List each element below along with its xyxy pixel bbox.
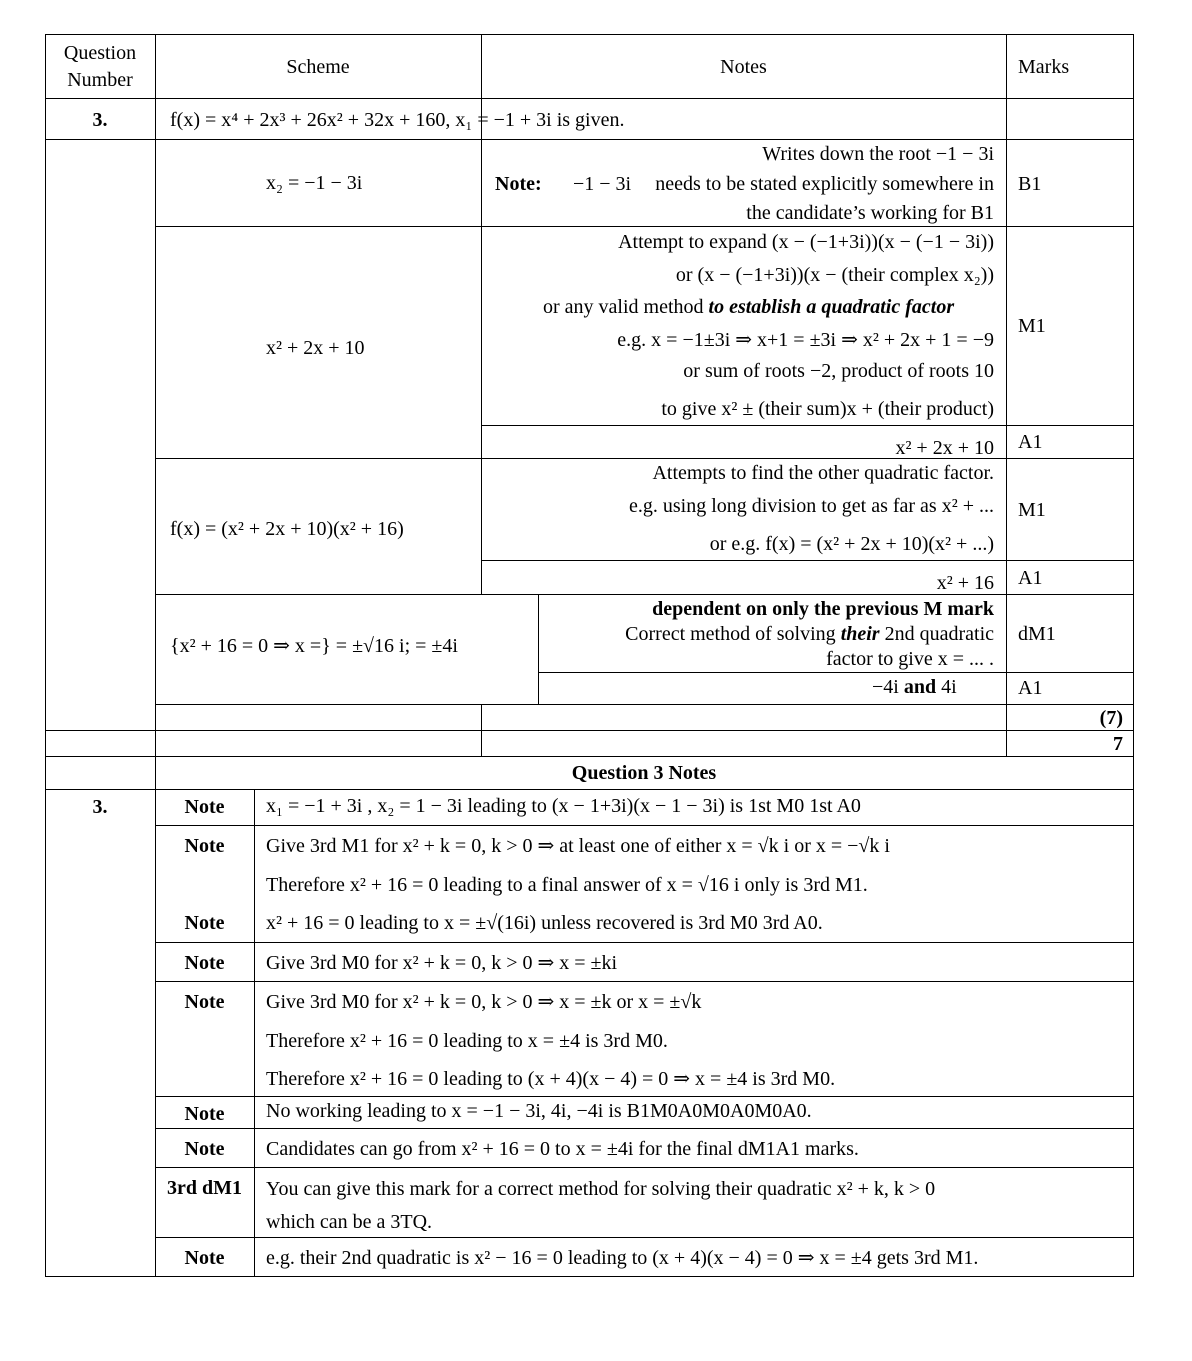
mark-b1: B1 <box>1018 173 1042 195</box>
note-text-2-2: Therefore x² + 16 = 0 leading to a final answer of x = √16 i only is 3rd M1. <box>266 874 868 896</box>
note-m1-line-3a: or any valid method <box>543 296 704 318</box>
scheme-m1: x² + 2x + 10 <box>266 337 365 359</box>
mark-dm1: dM1 <box>1018 623 1056 645</box>
note-dm1-a1-and: and <box>903 676 937 698</box>
scheme-dm1: {x² + 16 = 0 ⇒ x =} = ±√16 i; = ±4i <box>170 635 458 657</box>
note-dm1-line-1: dependent on only the previous M mark <box>652 598 994 620</box>
notes-question-number: 3. <box>92 796 108 818</box>
note-dm1-line-2c: 2nd quadratic <box>884 623 994 645</box>
note-label-5: Note <box>184 991 225 1013</box>
note-text-9-1: e.g. their 2nd quadratic is x² − 16 = 0 leading to (x + 4)(x − 4) = 0 ⇒ x = ±4 gets 3rd M1. <box>266 1247 979 1269</box>
note-text-5-3: Therefore x² + 16 = 0 leading to (x + 4)(x − 4) = 0 ⇒ x = ±4 is 3rd M0. <box>266 1068 836 1090</box>
note-dm1-line-2b: their <box>840 623 880 645</box>
total: 7 <box>1113 733 1123 755</box>
note-m1-line-3 <box>543 294 954 320</box>
note-label-1: Note <box>184 796 225 818</box>
subtotal: (7) <box>1099 707 1123 729</box>
note-m1-line-3b: to establish a quadratic factor <box>708 296 955 318</box>
note-m1-a1: x² + 2x + 10 <box>895 437 994 459</box>
header-marks: Marks <box>1018 56 1070 78</box>
note-text-2-1: Give 3rd M1 for x² + k = 0, k > 0 ⇒ at least one of either x = √k i or x = −√k i <box>266 835 890 857</box>
note-label-7: Note <box>184 1138 225 1160</box>
note-text-6-1: No working leading to x = −1 − 3i, 4i, −4i is B1M0A0M0A0M0A0. <box>266 1100 812 1122</box>
note-text-1-1: x₁ = −1 + 3i , x₂ = 1 − 3i leading to (x − 1+3i)(x − 1 − 3i) is 1st M0 1st A0 <box>266 795 861 817</box>
note-b1-prefix: Note: <box>495 173 542 195</box>
note-m1-line-2: or (x − (−1+3i))(x − (their complex x₂)) <box>675 264 994 286</box>
mark-dm1-a1: A1 <box>1018 677 1043 699</box>
note-b1-line-1: Writes down the root −1 − 3i <box>762 143 994 165</box>
note-b1-line-3: the candidate’s working for B1 <box>746 202 994 224</box>
note-dm1-a1-a: −4i <box>872 676 899 698</box>
note-label-8: 3rd dM1 <box>167 1177 242 1199</box>
mark-m2: M1 <box>1018 499 1046 521</box>
header-notes: Notes <box>720 56 767 78</box>
header-question-number-1: Question <box>63 42 137 64</box>
note-m1-line-5: or sum of roots −2, product of roots 10 <box>683 360 994 382</box>
mark-m2-a1: A1 <box>1018 567 1043 589</box>
note-text-5-2: Therefore x² + 16 = 0 leading to x = ±4 is 3rd M0. <box>266 1030 668 1052</box>
note-m2-line-1: Attempts to find the other quadratic factor. <box>652 462 994 484</box>
note-m1-line-1: Attempt to expand (x − (−1+3i))(x − (−1 − 3i)) <box>618 231 994 253</box>
note-text-7-1: Candidates can go from x² + 16 = 0 to x = ±4i for the final dM1A1 marks. <box>266 1138 859 1160</box>
note-m1-line-6: to give x² ± (their sum)x + (their product) <box>661 398 994 420</box>
note-label-3: Note <box>184 912 225 934</box>
note-m2-line-3: or e.g. f(x) = (x² + 2x + 10)(x² + ...) <box>709 533 994 555</box>
note-b1-line-2: needs to be stated explicitly somewhere in <box>655 173 994 195</box>
note-label-9: Note <box>184 1247 225 1269</box>
note-dm1-a1 <box>872 674 957 700</box>
question-number: 3. <box>92 109 108 131</box>
mark-m1: M1 <box>1018 315 1046 337</box>
note-dm1-a1-b: 4i <box>941 676 957 698</box>
mark-m1-a1: A1 <box>1018 431 1043 453</box>
note-dm1-line-3: factor to give x = ... . <box>826 648 994 670</box>
note-m1-line-4: e.g. x = −1±3i ⇒ x+1 = ±3i ⇒ x² + 2x + 1 = −9 <box>617 329 994 351</box>
note-text-8-1: You can give this mark for a correct method for solving their quadratic x² + k, k > 0 <box>266 1178 936 1200</box>
header-scheme: Scheme <box>286 56 350 78</box>
note-text-3-1: x² + 16 = 0 leading to x = ±√(16i) unless recovered is 3rd M0 3rd A0. <box>266 912 823 934</box>
scheme-m2: f(x) = (x² + 2x + 10)(x² + 16) <box>170 518 404 540</box>
note-label-6: Note <box>184 1103 225 1125</box>
note-b1-expr: −1 − 3i <box>573 173 632 195</box>
note-label-2: Note <box>184 835 225 857</box>
header-question-number-2: Number <box>67 69 133 91</box>
notes-title: Question 3 Notes <box>571 762 717 784</box>
note-dm1-line-2 <box>538 621 994 647</box>
question-given: f(x) = x⁴ + 2x³ + 26x² + 32x + 160, x₁ = −1 + 3i is given. <box>170 109 625 131</box>
note-label-4: Note <box>184 952 225 974</box>
note-m2-line-2: e.g. using long division to get as far as x² + ... <box>628 495 994 517</box>
scheme-b1: x₂ = −1 − 3i <box>266 172 363 194</box>
note-text-8-2: which can be a 3TQ. <box>266 1211 433 1233</box>
note-dm1-line-2a: Correct method of solving <box>625 623 836 645</box>
note-m2-a1: x² + 16 <box>936 572 994 594</box>
note-text-4-1: Give 3rd M0 for x² + k = 0, k > 0 ⇒ x = ±ki <box>266 952 618 974</box>
note-text-5-1: Give 3rd M0 for x² + k = 0, k > 0 ⇒ x = ±k or x = ±√k <box>266 991 702 1013</box>
